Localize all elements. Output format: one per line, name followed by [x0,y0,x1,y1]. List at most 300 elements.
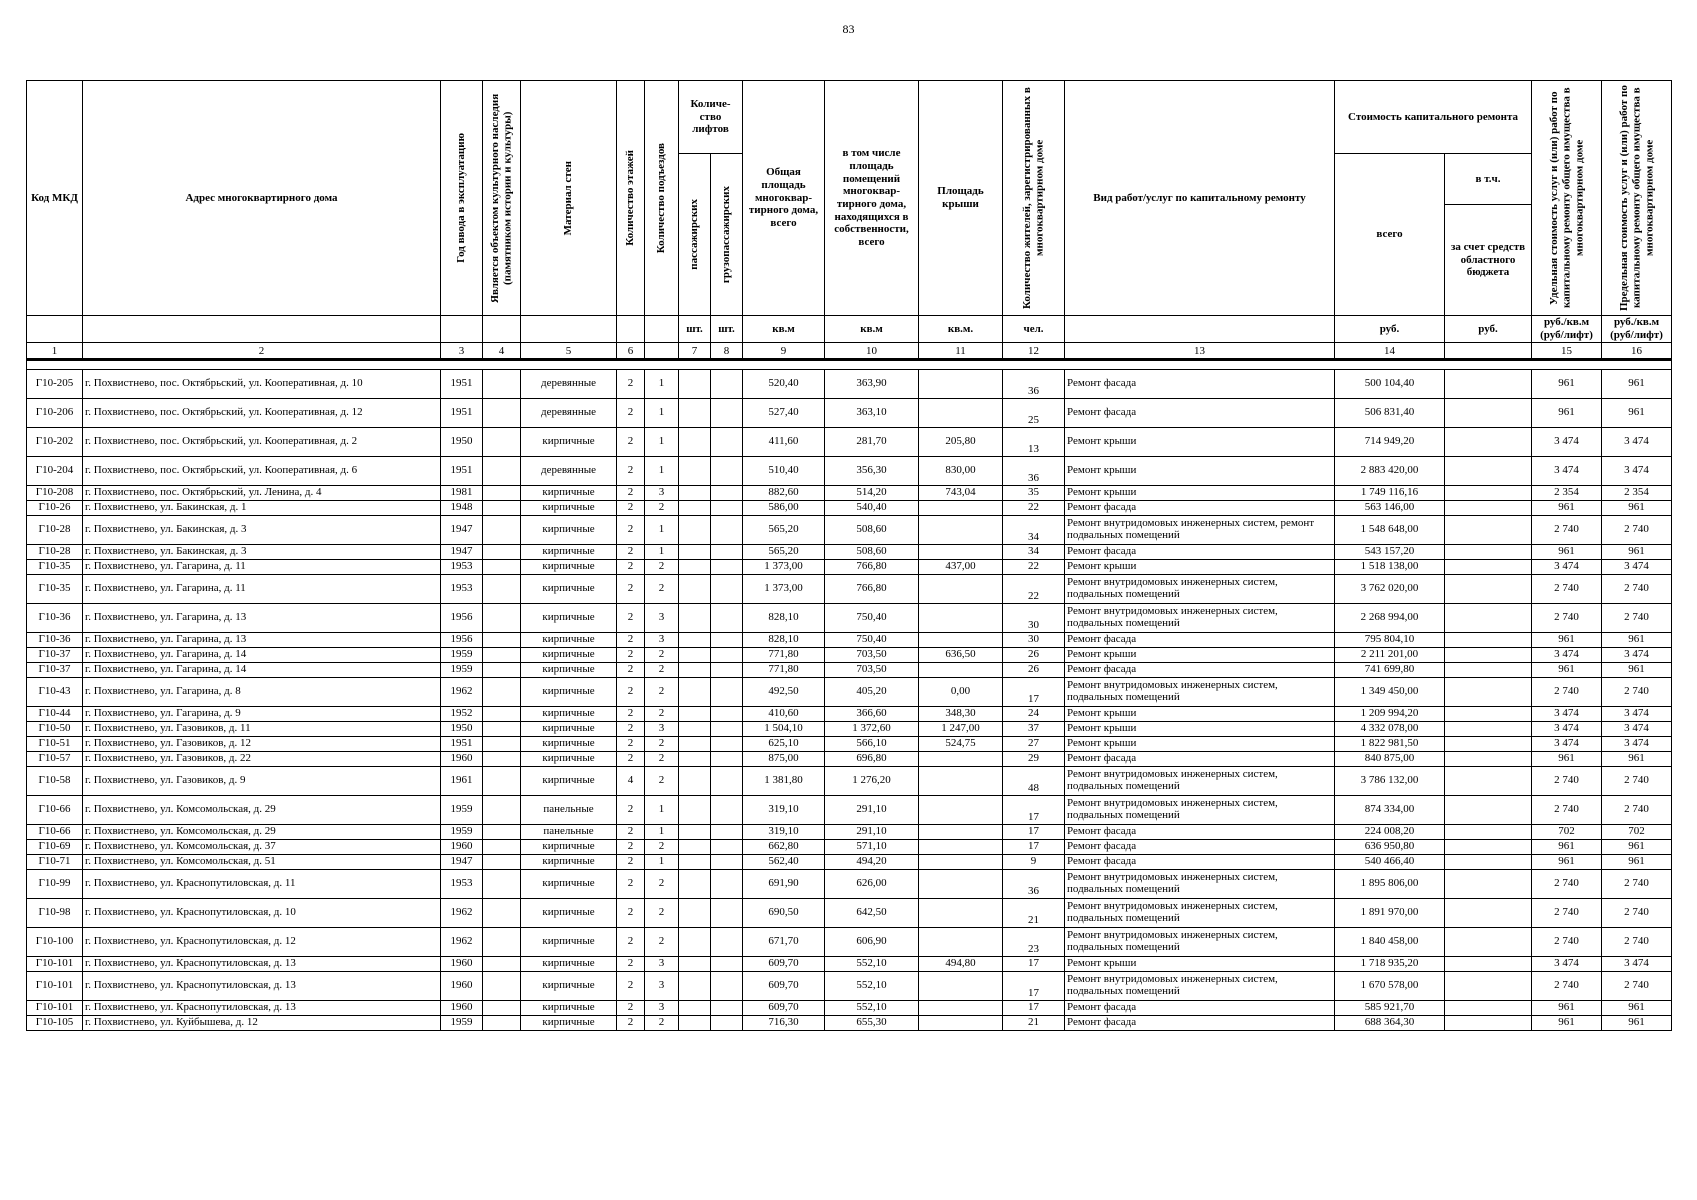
cell-material: деревянные [521,370,617,399]
cell-residents: 29 [1003,752,1065,767]
cell-total-area: 828,10 [743,633,825,648]
cell-year: 1953 [441,575,483,604]
cell-heritage [483,560,521,575]
cell-max-cost: 3 474 [1602,722,1672,737]
cell-material: кирпичные [521,428,617,457]
cell-residents: 34 [1003,516,1065,545]
cell-code: Г10-28 [27,516,83,545]
cell-address: г. Похвистнево, ул. Краснопутиловская, д. 13 [83,957,441,972]
unit-cell [521,316,617,343]
cell-address: г. Похвистнево, пос. Октябрьский, ул. Кооперативная, д. 2 [83,428,441,457]
cell-entrances: 2 [645,678,679,707]
cell-roof-area [919,575,1003,604]
cell-max-cost: 2 740 [1602,928,1672,957]
cell-unit-cost: 961 [1532,752,1602,767]
header-cost-total: всего [1335,154,1445,316]
cell-entrances: 2 [645,752,679,767]
cell-total-area: 691,90 [743,870,825,899]
cell-lifts-cargo [711,972,743,1001]
cell-material: панельные [521,825,617,840]
cell-entrances: 1 [645,428,679,457]
cell-owned-area: 552,10 [825,957,919,972]
cell-roof-area: 494,80 [919,957,1003,972]
cell-owned-area: 1 276,20 [825,767,919,796]
cell-total-area: 562,40 [743,855,825,870]
cell-lifts-cargo [711,486,743,501]
cell-work-type: Ремонт фасада [1065,399,1335,428]
cell-floors: 2 [617,516,645,545]
cell-cost-total: 1 548 648,00 [1335,516,1445,545]
cell-unit-cost: 961 [1532,1001,1602,1016]
cell-cost-total: 1 895 806,00 [1335,870,1445,899]
cell-roof-area [919,796,1003,825]
cell-roof-area: 348,30 [919,707,1003,722]
cell-cost-regional [1445,663,1532,678]
table-row [27,825,1672,840]
cell-total-area: 609,70 [743,972,825,1001]
cell-cost-total: 1 840 458,00 [1335,928,1445,957]
cell-lifts-pass [679,560,711,575]
cell-lifts-cargo [711,457,743,486]
column-number: 15 [1532,343,1602,360]
cell-lifts-pass [679,370,711,399]
cell-heritage [483,767,521,796]
cell-cost-regional [1445,648,1532,663]
cell-heritage [483,648,521,663]
cell-residents: 26 [1003,648,1065,663]
cell-address: г. Похвистнево, ул. Гагарина, д. 11 [83,575,441,604]
cell-lifts-cargo [711,575,743,604]
cell-cost-regional [1445,516,1532,545]
cell-cost-regional [1445,545,1532,560]
cell-total-area: 527,40 [743,399,825,428]
cell-address: г. Похвистнево, ул. Гагарина, д. 11 [83,560,441,575]
unit-max-cost: руб./кв.м (руб/лифт) [1602,316,1672,343]
cell-code: Г10-58 [27,767,83,796]
cell-heritage [483,486,521,501]
table-row [27,516,1672,545]
cell-work-type: Ремонт фасада [1065,663,1335,678]
cell-unit-cost: 961 [1532,399,1602,428]
cell-owned-area: 626,00 [825,870,919,899]
cell-year: 1960 [441,1001,483,1016]
cell-max-cost: 961 [1602,1001,1672,1016]
column-number: 13 [1065,343,1335,360]
cell-code: Г10-37 [27,663,83,678]
cell-entrances: 1 [645,516,679,545]
table-row [27,575,1672,604]
cell-material: кирпичные [521,707,617,722]
cell-heritage [483,370,521,399]
cell-max-cost: 702 [1602,825,1672,840]
column-number: 16 [1602,343,1672,360]
cell-cost-total: 585 921,70 [1335,1001,1445,1016]
cell-code: Г10-50 [27,722,83,737]
cell-year: 1962 [441,678,483,707]
cell-unit-cost: 2 740 [1532,796,1602,825]
cell-entrances: 2 [645,899,679,928]
cell-max-cost: 961 [1602,545,1672,560]
cell-code: Г10-35 [27,560,83,575]
cell-unit-cost: 3 474 [1532,428,1602,457]
column-number: 2 [83,343,441,360]
cell-owned-area: 750,40 [825,633,919,648]
cell-roof-area [919,633,1003,648]
column-number: 14 [1335,343,1445,360]
cell-work-type: Ремонт фасада [1065,855,1335,870]
cell-max-cost: 2 740 [1602,767,1672,796]
cell-entrances: 2 [645,663,679,678]
cell-cost-total: 4 332 078,00 [1335,722,1445,737]
cell-residents: 22 [1003,575,1065,604]
cell-max-cost: 2 740 [1602,516,1672,545]
cell-address: г. Похвистнево, ул. Гагарина, д. 13 [83,604,441,633]
cell-heritage [483,796,521,825]
cell-address: г. Похвистнево, ул. Краснопутиловская, д. 12 [83,928,441,957]
table-row [27,648,1672,663]
cell-total-area: 319,10 [743,825,825,840]
cell-code: Г10-44 [27,707,83,722]
cell-owned-area: 363,90 [825,370,919,399]
cell-year: 1962 [441,899,483,928]
cell-floors: 2 [617,678,645,707]
cell-cost-total: 1 518 138,00 [1335,560,1445,575]
cell-floors: 2 [617,560,645,575]
cell-entrances: 2 [645,840,679,855]
cell-code: Г10-43 [27,678,83,707]
unit-cell [1065,316,1335,343]
table-row [27,855,1672,870]
cell-lifts-pass [679,486,711,501]
cell-lifts-pass [679,752,711,767]
cell-material: кирпичные [521,870,617,899]
cell-year: 1956 [441,633,483,648]
cell-lifts-cargo [711,678,743,707]
column-number: 5 [521,343,617,360]
table-row [27,370,1672,399]
cell-lifts-pass [679,957,711,972]
cell-code: Г10-101 [27,1001,83,1016]
cell-cost-regional [1445,707,1532,722]
header-heritage: Является объектом культурного наследия (памятником истории и культуры) [483,81,521,316]
header-lifts: Количе-ство лифтов [679,81,743,154]
cell-total-area: 716,30 [743,1016,825,1031]
cell-total-area: 609,70 [743,1001,825,1016]
cell-lifts-pass [679,575,711,604]
column-number: 9 [743,343,825,360]
cell-year: 1960 [441,972,483,1001]
cell-unit-cost: 2 740 [1532,928,1602,957]
cell-address: г. Похвистнево, ул. Краснопутиловская, д. 13 [83,972,441,1001]
cell-owned-area: 655,30 [825,1016,919,1031]
cell-owned-area: 356,30 [825,457,919,486]
cell-heritage [483,870,521,899]
cell-roof-area [919,840,1003,855]
cell-material: кирпичные [521,722,617,737]
cell-work-type: Ремонт внутридомовых инженерных систем, подвальных помещений [1065,928,1335,957]
cell-owned-area: 552,10 [825,972,919,1001]
cell-entrances: 3 [645,972,679,1001]
cell-unit-cost: 3 474 [1532,737,1602,752]
table-row [27,870,1672,899]
cell-residents: 21 [1003,899,1065,928]
cell-residents: 17 [1003,1001,1065,1016]
cell-roof-area: 743,04 [919,486,1003,501]
unit-roof-area: кв.м. [919,316,1003,343]
cell-material: кирпичные [521,633,617,648]
cell-residents: 30 [1003,604,1065,633]
cell-code: Г10-204 [27,457,83,486]
capital-repair-table [26,80,1672,1031]
cell-work-type: Ремонт внутридомовых инженерных систем, подвальных помещений [1065,767,1335,796]
cell-residents: 17 [1003,972,1065,1001]
unit-cell [645,316,679,343]
cell-owned-area: 291,10 [825,825,919,840]
cell-address: г. Похвистнево, ул. Комсомольская, д. 37 [83,840,441,855]
table-row [27,1016,1672,1031]
cell-max-cost: 2 740 [1602,870,1672,899]
cell-owned-area: 606,90 [825,928,919,957]
table-row [27,486,1672,501]
cell-code: Г10-101 [27,972,83,1001]
cell-floors: 2 [617,899,645,928]
cell-total-area: 520,40 [743,370,825,399]
cell-owned-area: 696,80 [825,752,919,767]
cell-work-type: Ремонт фасада [1065,1001,1335,1016]
cell-residents: 30 [1003,633,1065,648]
cell-lifts-pass [679,457,711,486]
cell-material: кирпичные [521,560,617,575]
table-body [27,360,1672,1031]
header-lifts-cargo: грузопассажирских [711,154,743,316]
cell-code: Г10-101 [27,957,83,972]
cell-year: 1959 [441,648,483,663]
cell-floors: 2 [617,957,645,972]
cell-work-type: Ремонт фасада [1065,633,1335,648]
column-number: 6 [617,343,645,360]
cell-lifts-pass [679,633,711,648]
cell-floors: 2 [617,928,645,957]
cell-code: Г10-99 [27,870,83,899]
cell-cost-total: 1 891 970,00 [1335,899,1445,928]
cell-work-type: Ремонт фасада [1065,752,1335,767]
cell-roof-area: 1 247,00 [919,722,1003,737]
cell-residents: 21 [1003,1016,1065,1031]
cell-total-area: 410,60 [743,707,825,722]
cell-roof-area [919,663,1003,678]
cell-cost-regional [1445,678,1532,707]
cell-material: кирпичные [521,678,617,707]
cell-lifts-pass [679,663,711,678]
cell-code: Г10-208 [27,486,83,501]
cell-heritage [483,545,521,560]
cell-lifts-pass [679,516,711,545]
cell-owned-area: 508,60 [825,516,919,545]
cell-heritage [483,663,521,678]
table-row [27,722,1672,737]
unit-cost-total: руб. [1335,316,1445,343]
cell-max-cost: 2 740 [1602,575,1672,604]
cell-lifts-cargo [711,560,743,575]
cell-year: 1960 [441,840,483,855]
unit-unit-cost: руб./кв.м (руб/лифт) [1532,316,1602,343]
cell-lifts-pass [679,855,711,870]
cell-cost-regional [1445,370,1532,399]
cell-cost-total: 2 883 420,00 [1335,457,1445,486]
cell-cost-regional [1445,737,1532,752]
cell-max-cost: 2 740 [1602,604,1672,633]
cell-cost-regional [1445,840,1532,855]
cell-work-type: Ремонт фасада [1065,840,1335,855]
table-row [27,545,1672,560]
cell-cost-regional [1445,767,1532,796]
cell-cost-total: 3 762 020,00 [1335,575,1445,604]
cell-floors: 2 [617,855,645,870]
cell-residents: 36 [1003,870,1065,899]
cell-residents: 27 [1003,737,1065,752]
cell-lifts-cargo [711,370,743,399]
cell-cost-regional [1445,796,1532,825]
cell-material: кирпичные [521,767,617,796]
cell-material: кирпичные [521,928,617,957]
cell-code: Г10-71 [27,855,83,870]
cell-work-type: Ремонт фасада [1065,501,1335,516]
cell-code: Г10-202 [27,428,83,457]
cell-residents: 48 [1003,767,1065,796]
cell-roof-area [919,899,1003,928]
column-number: 10 [825,343,919,360]
cell-work-type: Ремонт крыши [1065,648,1335,663]
cell-roof-area [919,604,1003,633]
cell-code: Г10-105 [27,1016,83,1031]
cell-roof-area [919,972,1003,1001]
cell-total-area: 771,80 [743,648,825,663]
cell-owned-area: 552,10 [825,1001,919,1016]
cell-unit-cost: 961 [1532,855,1602,870]
cell-year: 1952 [441,707,483,722]
header-address: Адрес многоквартирного дома [83,81,441,316]
cell-code: Г10-37 [27,648,83,663]
cell-owned-area: 291,10 [825,796,919,825]
cell-max-cost: 2 740 [1602,972,1672,1001]
column-number: 3 [441,343,483,360]
cell-lifts-pass [679,737,711,752]
column-number: 7 [679,343,711,360]
table-row [27,428,1672,457]
cell-material: кирпичные [521,899,617,928]
table-row [27,707,1672,722]
cell-material: кирпичные [521,516,617,545]
unit-cell [83,316,441,343]
cell-max-cost: 961 [1602,501,1672,516]
cell-owned-area: 766,80 [825,575,919,604]
cell-address: г. Похвистнево, ул. Газовиков, д. 9 [83,767,441,796]
unit-lifts-cargo: шт. [711,316,743,343]
cell-residents: 25 [1003,399,1065,428]
cell-code: Г10-206 [27,399,83,428]
column-number: 4 [483,343,521,360]
cell-lifts-cargo [711,825,743,840]
cell-unit-cost: 2 740 [1532,972,1602,1001]
cell-max-cost: 961 [1602,840,1672,855]
cell-owned-area: 642,50 [825,899,919,928]
cell-lifts-pass [679,928,711,957]
cell-floors: 2 [617,633,645,648]
cell-lifts-cargo [711,928,743,957]
cell-owned-area: 1 372,60 [825,722,919,737]
cell-lifts-cargo [711,752,743,767]
cell-heritage [483,855,521,870]
cell-year: 1961 [441,767,483,796]
cell-roof-area: 437,00 [919,560,1003,575]
cell-address: г. Похвистнево, ул. Комсомольская, д. 29 [83,796,441,825]
cell-owned-area: 703,50 [825,648,919,663]
cell-residents: 23 [1003,928,1065,957]
table-row [27,737,1672,752]
cell-owned-area: 508,60 [825,545,919,560]
cell-lifts-cargo [711,722,743,737]
cell-cost-regional [1445,428,1532,457]
cell-owned-area: 566,10 [825,737,919,752]
cell-unit-cost: 3 474 [1532,707,1602,722]
cell-address: г. Похвистнево, ул. Краснопутиловская, д. 11 [83,870,441,899]
cell-material: кирпичные [521,663,617,678]
cell-entrances: 3 [645,633,679,648]
cell-year: 1953 [441,870,483,899]
cell-year: 1956 [441,604,483,633]
cell-address: г. Похвистнево, ул. Комсомольская, д. 51 [83,855,441,870]
cell-cost-regional [1445,825,1532,840]
column-number [645,343,679,360]
cell-roof-area [919,399,1003,428]
cell-heritage [483,1016,521,1031]
table-row [27,663,1672,678]
cell-entrances: 2 [645,928,679,957]
cell-year: 1981 [441,486,483,501]
cell-cost-total: 1 718 935,20 [1335,957,1445,972]
cell-owned-area: 514,20 [825,486,919,501]
cell-year: 1959 [441,1016,483,1031]
cell-lifts-pass [679,722,711,737]
cell-entrances: 2 [645,737,679,752]
cell-total-area: 319,10 [743,796,825,825]
cell-unit-cost: 2 740 [1532,678,1602,707]
cell-cost-regional [1445,855,1532,870]
cell-lifts-cargo [711,1016,743,1031]
cell-work-type: Ремонт крыши [1065,560,1335,575]
cell-heritage [483,899,521,928]
cell-code: Г10-205 [27,370,83,399]
cell-floors: 2 [617,870,645,899]
cell-code: Г10-98 [27,899,83,928]
cell-year: 1962 [441,928,483,957]
cell-address: г. Похвистнево, ул. Газовиков, д. 22 [83,752,441,767]
cell-year: 1948 [441,501,483,516]
cell-entrances: 1 [645,370,679,399]
cell-unit-cost: 961 [1532,370,1602,399]
cell-owned-area: 703,50 [825,663,919,678]
cell-floors: 2 [617,1001,645,1016]
cell-total-area: 586,00 [743,501,825,516]
cell-lifts-cargo [711,737,743,752]
cell-roof-area [919,501,1003,516]
cell-lifts-cargo [711,899,743,928]
cell-address: г. Похвистнево, ул. Куйбышева, д. 12 [83,1016,441,1031]
table-row [27,560,1672,575]
cell-code: Г10-36 [27,633,83,648]
table-row [27,767,1672,796]
cell-address: г. Похвистнево, ул. Газовиков, д. 11 [83,722,441,737]
